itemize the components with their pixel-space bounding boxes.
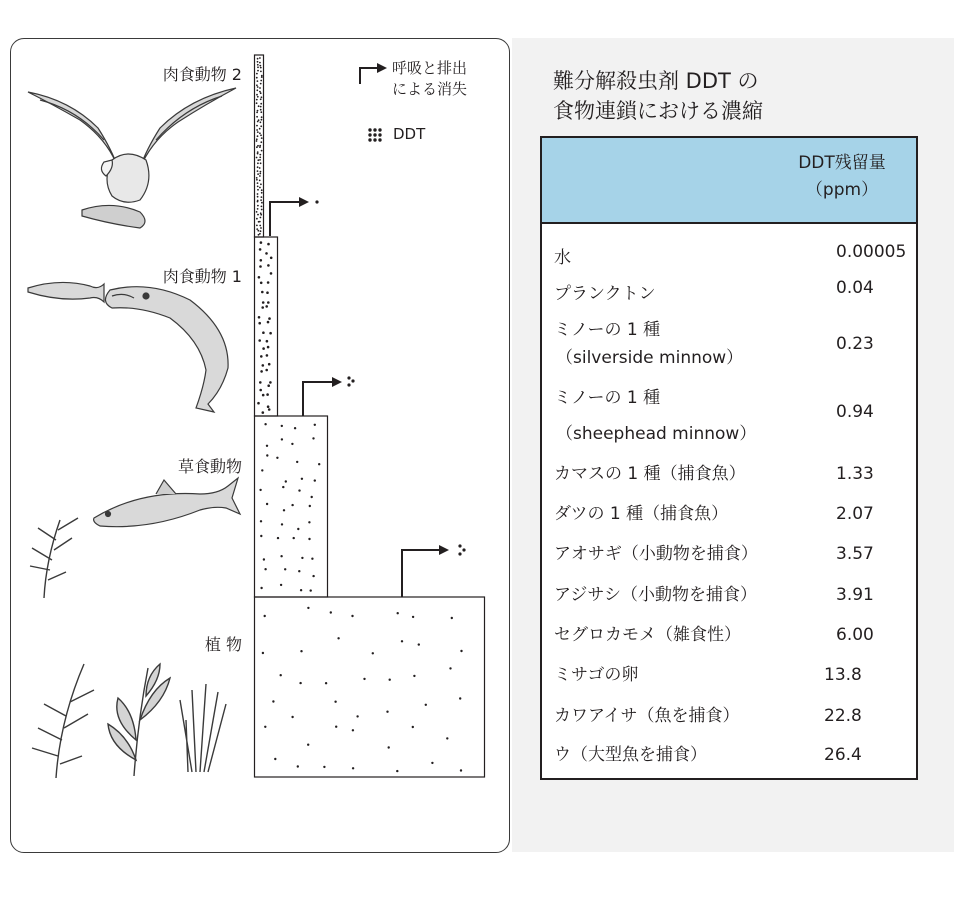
ddt-dot (291, 716, 293, 718)
ddt-dot (351, 615, 353, 617)
food-chain-graphics (0, 0, 512, 860)
ddt-dot (256, 84, 258, 86)
ddt-dot (293, 537, 295, 539)
ddt-dot (260, 230, 262, 232)
ddt-dot (372, 652, 374, 654)
ddt-dot (262, 347, 265, 350)
ddt-dot (256, 102, 258, 104)
ddt-dot (325, 682, 327, 684)
ddt-dot (261, 306, 264, 309)
ddt-dot (257, 182, 259, 184)
ddt-dot (261, 192, 263, 194)
ddt-dot (258, 316, 261, 319)
ddt-dot (297, 528, 299, 530)
ddt-dot (257, 208, 259, 210)
ddt-dot (284, 568, 286, 570)
ddt-dot (431, 762, 433, 764)
ddt-dot (257, 86, 259, 88)
ddt-dot (262, 411, 265, 414)
ddt-dot (256, 129, 258, 131)
ddt-dot (312, 575, 314, 577)
ddt-dot (261, 202, 263, 204)
ddt-dot (256, 94, 258, 96)
ddt-dot (266, 445, 268, 447)
ddt-dot (257, 64, 259, 66)
ddt-dot (256, 89, 258, 91)
ddt-dot (259, 187, 261, 189)
ddt-dot (266, 291, 269, 294)
ddt-dot (298, 570, 300, 572)
ddt-dot (260, 587, 262, 589)
ddt-dot (262, 301, 265, 304)
ddt-dot (264, 423, 266, 425)
ddt-dot (267, 264, 270, 267)
ddt-dot (256, 138, 258, 140)
ddt-dot (260, 282, 263, 285)
ddt-dot (256, 211, 258, 213)
ddt-dot (262, 652, 264, 654)
ddt-dot (388, 746, 390, 748)
ddt-dot (257, 131, 259, 133)
legend-loss-label: 呼吸と排出 による消失 (392, 59, 468, 98)
ddt-dot (296, 461, 298, 463)
ddt-dot (323, 766, 325, 768)
ddt-dot (266, 393, 269, 396)
legend-ddt-label: DDT (393, 125, 426, 143)
ddt-dot (259, 156, 261, 158)
ddt-dot (300, 589, 302, 591)
ddt-dot (256, 225, 258, 227)
ddt-dot (259, 248, 262, 251)
ddt-dot (260, 520, 262, 522)
ddt-dot (267, 243, 270, 246)
ddt-dot (257, 61, 259, 63)
ddt-dot (260, 171, 262, 173)
ddt-dot (260, 199, 262, 201)
ddt-dot (259, 167, 261, 169)
ddt-dot (269, 381, 272, 384)
ddt-dot (266, 340, 269, 343)
ddt-dot (260, 535, 262, 537)
plants-illustration (32, 664, 226, 778)
ddt-dot (256, 140, 258, 142)
ddt-dot (260, 125, 262, 127)
ddt-dot (261, 76, 263, 78)
ddt-dot (256, 112, 258, 114)
ddt-dot (298, 489, 300, 491)
ddt-dot (260, 80, 262, 82)
level-label-carnivore-2: 肉食動物 2 (162, 65, 242, 84)
ddt-dot (257, 166, 259, 168)
pyramid-bar-plants (255, 597, 485, 777)
ddt-dot (265, 252, 268, 255)
ddt-dot (258, 322, 261, 325)
ddt-dot (282, 486, 284, 488)
ddt-dot (268, 363, 271, 366)
ddt-dot (299, 682, 301, 684)
table-header (542, 138, 916, 224)
column-header-ddt-residue: DDT残留量 （ppm） (798, 153, 886, 200)
ddt-dot (260, 71, 262, 73)
ddt-dot (397, 612, 399, 614)
ddt-dot (281, 425, 283, 427)
ddt-dot (265, 305, 268, 308)
ddt-dot (257, 96, 259, 98)
ddt-dot (268, 408, 271, 411)
ddt-dot (264, 726, 266, 728)
ddt-dot (261, 291, 264, 294)
ddt-dot (314, 424, 316, 426)
ddt-dot (257, 135, 259, 137)
large-fish-illustration (28, 282, 228, 412)
ddt-dot (272, 700, 274, 702)
ddt-dot (401, 640, 403, 642)
ddt-dot (451, 617, 453, 619)
ddt-dot (266, 454, 268, 456)
ddt-dot (308, 521, 310, 523)
small-fish-illustration (94, 478, 240, 527)
ddt-dot (257, 402, 260, 405)
ddt-dot (270, 272, 273, 275)
ddt-dot (386, 711, 388, 713)
ddt-dot (260, 83, 262, 85)
ddt-dot (268, 317, 271, 320)
ddt-dot (267, 301, 270, 304)
ddt-dot (425, 704, 427, 706)
ddt-dot (260, 67, 262, 69)
ddt-dot (308, 538, 310, 540)
ddt-dot (259, 65, 261, 67)
ddt-dot (265, 369, 268, 372)
ddt-dot (307, 744, 309, 746)
ddt-dot (334, 701, 336, 703)
ddt-dot (261, 96, 263, 98)
ddt-dot (259, 233, 261, 235)
ddt-dot (257, 214, 259, 216)
ddt-dot (389, 679, 391, 681)
ddt-dot (352, 767, 354, 769)
ddt-dot (256, 73, 258, 75)
ddt-dot (256, 77, 258, 79)
ddt-dot (311, 496, 313, 498)
ddt-dot (283, 509, 285, 511)
ddt-dot (260, 227, 262, 229)
ddt-dot (259, 62, 261, 64)
ddt-dot (257, 153, 259, 155)
level-label-carnivore-1: 肉食動物 1 (162, 267, 242, 286)
ddt-dot (257, 110, 259, 112)
ddt-dot (266, 354, 269, 357)
ddt-dot (259, 389, 262, 392)
ddt-dot (257, 186, 259, 188)
ddt-dot (276, 457, 278, 459)
ddt-dot (257, 159, 259, 161)
ddt-dot (300, 650, 302, 652)
ddt-dot (259, 154, 261, 156)
ddt-dot (258, 276, 261, 279)
ddt-dot (256, 218, 258, 220)
ddt-dot (258, 339, 261, 342)
ddt-dot (460, 650, 462, 652)
ddt-dot (257, 162, 259, 164)
ddt-dot (259, 225, 261, 227)
ddt-dot (260, 141, 262, 143)
ddt-dot (259, 128, 261, 130)
ddt-dot (260, 103, 262, 105)
ddt-dot (259, 87, 261, 89)
ddt-dot (260, 214, 262, 216)
ddt-dot (257, 58, 259, 60)
ddt-dot (291, 504, 293, 506)
ddt-dot (257, 70, 259, 72)
ddt-dot (263, 558, 265, 560)
ddt-dot (256, 116, 258, 118)
ddt-dot (256, 146, 258, 148)
ddt-dot (260, 183, 262, 185)
ddt-dot (257, 80, 259, 82)
ddt-dot (260, 241, 263, 244)
ddt-dot (269, 332, 272, 335)
loss-arrow-herbivore (303, 382, 333, 416)
ddt-dot (260, 259, 263, 262)
ddt-dot (260, 162, 262, 164)
ddt-dot (261, 469, 263, 471)
ddt-dot (460, 769, 462, 771)
ddt-dot (262, 394, 265, 397)
ddt-dot (281, 438, 283, 440)
ddt-dot (259, 381, 262, 384)
ddt-dot (259, 489, 261, 491)
loss-arrow-plants (402, 550, 440, 597)
ddt-dot (261, 196, 263, 198)
ddt-dot (266, 503, 268, 505)
ddt-dot (261, 189, 263, 191)
ddt-dot (260, 109, 262, 111)
ddt-dot (309, 505, 311, 507)
ddt-dot (259, 159, 261, 161)
ddt-dot (259, 175, 261, 177)
legend-loss-arrow (360, 68, 378, 84)
ddt-dot (446, 737, 448, 739)
ddt-dot (259, 173, 261, 175)
ddt-dot (261, 209, 263, 211)
ddt-dot (280, 555, 282, 557)
ddt-dot (260, 370, 263, 373)
ddt-dot (294, 427, 296, 429)
ddt-dot (256, 179, 258, 181)
ddt-dot (301, 478, 303, 480)
level-label-plants: 植 物 (204, 635, 242, 654)
ddt-dot (459, 697, 461, 699)
ddt-dot (449, 667, 451, 669)
ddt-residue-table: DDT残留量 （ppm） 水 0.00005 プランクトン 0.04 ミノーの 1 種 （silverside minnow） 0.23 ミノーの 1 種 （sheephead minnow） 0.94 カマスの 1 種（捕食魚） 1.33 ダツの 1 種（捕食魚） 2.07 アオサギ（小動物を捕食） 3.57 アジサシ（小動物を捕食） 3.91 セグロカモメ（雑食性） 6.00 ミサゴの卵 13.8 カワアイサ（魚を捕食） 22.8 ウ（大型魚を捕食） 26.4 (540, 136, 918, 780)
ddt-dot (363, 678, 365, 680)
ddt-dot (335, 726, 337, 728)
ddt-dot (291, 443, 293, 445)
ddt-dot (267, 384, 270, 387)
ddt-dot (413, 675, 415, 677)
ddt-dot (259, 132, 261, 134)
ddt-dot (260, 134, 262, 136)
ddt-dot (262, 331, 265, 334)
water-plant-herbivore-illustration (30, 518, 78, 598)
ddt-dot (412, 616, 414, 618)
level-label-herbivore: 草食動物 (177, 457, 242, 476)
ddt-dot (280, 674, 282, 676)
ddt-dot (264, 615, 266, 617)
ddt-dot (267, 346, 270, 349)
ddt-dot (260, 355, 263, 358)
ddt-dot (258, 105, 260, 107)
ddt-dot (259, 221, 261, 223)
ddt-dot (261, 137, 263, 139)
ddt-dot (297, 765, 299, 767)
ddt-dot (318, 463, 320, 465)
ddt-dot (310, 589, 312, 591)
pyramid-bar-carnivore-1 (255, 237, 278, 416)
ddt-dot (257, 66, 259, 68)
ddt-dot (396, 770, 398, 772)
ddt-dot (285, 480, 287, 482)
ddt-dot (260, 92, 262, 94)
ddt-dot (259, 91, 261, 93)
ddt-dot (256, 99, 258, 101)
ddt-dot (257, 170, 259, 172)
ddt-dot (307, 607, 309, 609)
ddt-dot (261, 150, 263, 152)
ddt-dot (257, 145, 259, 147)
ddt-dot (256, 228, 258, 230)
ddt-dot (267, 321, 270, 324)
ddt-dot (257, 201, 259, 203)
ddt-dot (256, 177, 258, 179)
ddt-dot (260, 98, 262, 100)
ddt-dot (267, 405, 270, 408)
ddt-dot (262, 364, 265, 367)
ddt-dot (259, 265, 262, 268)
ddt-dot (256, 157, 258, 159)
ddt-dot (280, 584, 282, 586)
ddt-dot (259, 180, 261, 182)
ddt-dot (257, 121, 259, 123)
ddt-dot (267, 281, 270, 284)
table-title: 難分解殺虫剤 DDT の 食物連鎖における濃縮 (553, 69, 763, 123)
ddt-dot (261, 206, 263, 208)
ddt-dot (257, 189, 259, 191)
ddt-dot (264, 568, 266, 570)
ddt-dot (257, 205, 259, 207)
ddt-dot (270, 257, 273, 260)
ddt-dot (259, 57, 261, 59)
ddt-dot (356, 715, 358, 717)
ddt-dot (260, 106, 262, 108)
ddt-dot (261, 116, 263, 118)
ddt-dot (259, 146, 261, 148)
ddt-dot (301, 557, 303, 559)
ddt-dot (352, 729, 354, 731)
ddt-dot (330, 611, 332, 613)
ddt-dot (337, 637, 339, 639)
ddt-dot (257, 230, 259, 232)
ddt-dot (257, 193, 259, 195)
ddt-dot (418, 643, 420, 645)
ddt-dot (260, 217, 262, 219)
ddt-dot (257, 196, 259, 198)
legend-ddt-dots (368, 128, 381, 141)
ddt-dot (261, 119, 263, 121)
ddt-dot (277, 537, 279, 539)
ddt-dot (412, 726, 414, 728)
ddt-dot (314, 479, 316, 481)
eagle-illustration (28, 88, 236, 228)
ddt-dot (281, 523, 283, 525)
loss-arrow-carnivore-1 (270, 202, 300, 236)
ddt-dot (260, 121, 262, 123)
ddt-dot (257, 173, 259, 175)
ddt-dot (312, 437, 314, 439)
ddt-dot (260, 111, 262, 113)
ddt-dot (311, 558, 313, 560)
ddt-dots (256, 57, 463, 772)
ddt-dot (274, 758, 276, 760)
ddt-dot (256, 125, 258, 127)
